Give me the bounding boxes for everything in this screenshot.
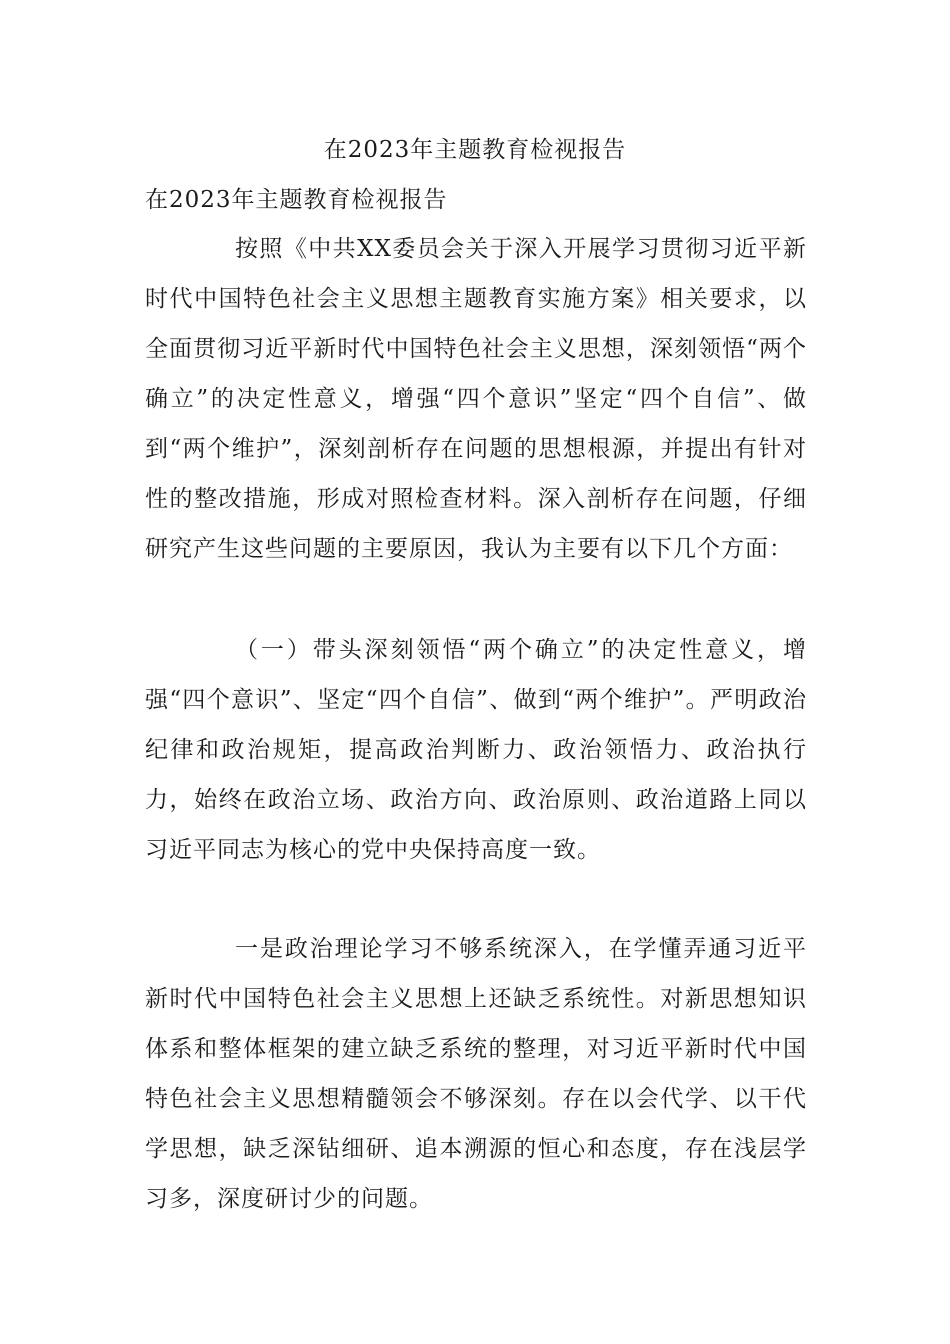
document-subtitle: 在2023年主题教育检视报告 — [145, 187, 448, 213]
document-title: 在2023年主题教育检视报告 — [323, 137, 627, 163]
paragraph-section-one: （一）带头深刻领悟“两个确立”的决定性意义，增强“四个意识”、坚定“四个自信”、做到“两个维护”。严明政治纪律和政治规矩，提高政治判断力、政治领悟力、政治执行力，始终在政治立场、政治方向、政治原则、政治道路上同以习近平同志为核心的党中央保持高度一致。 — [145, 637, 807, 863]
paragraph-point-one: 一是政治理论学习不够系统深入，在学懂弄通习近平新时代中国特色社会主义思想上还缺乏系统性。对新思想知识体系和整体框架的建立缺乏系统的整理，对习近平新时代中国特色社会主义思想精髓领会不够深刻。存在以会代学、以干代学思想，缺乏深钻细研、追本溯源的恒心和态度，存在浅层学习多，深度研讨少的问题。 — [145, 936, 807, 1212]
paragraph-intro: 按照《中共XX委员会关于深入开展学习贯彻习近平新时代中国特色社会主义思想主题教育实施方案》相关要求，以全面贯彻习近平新时代中国特色社会主义思想，深刻领悟“两个确立”的决定性意义，增强“四个意识”坚定“四个自信”、做到“两个维护”，深刻剖析存在问题的思想根源，并提出有针对性的整改措施，形成对照检查材料。深入剖析存在问题，仔细研究产生这些问题的主要原因，我认为主要有以下几个方面： — [145, 236, 807, 562]
